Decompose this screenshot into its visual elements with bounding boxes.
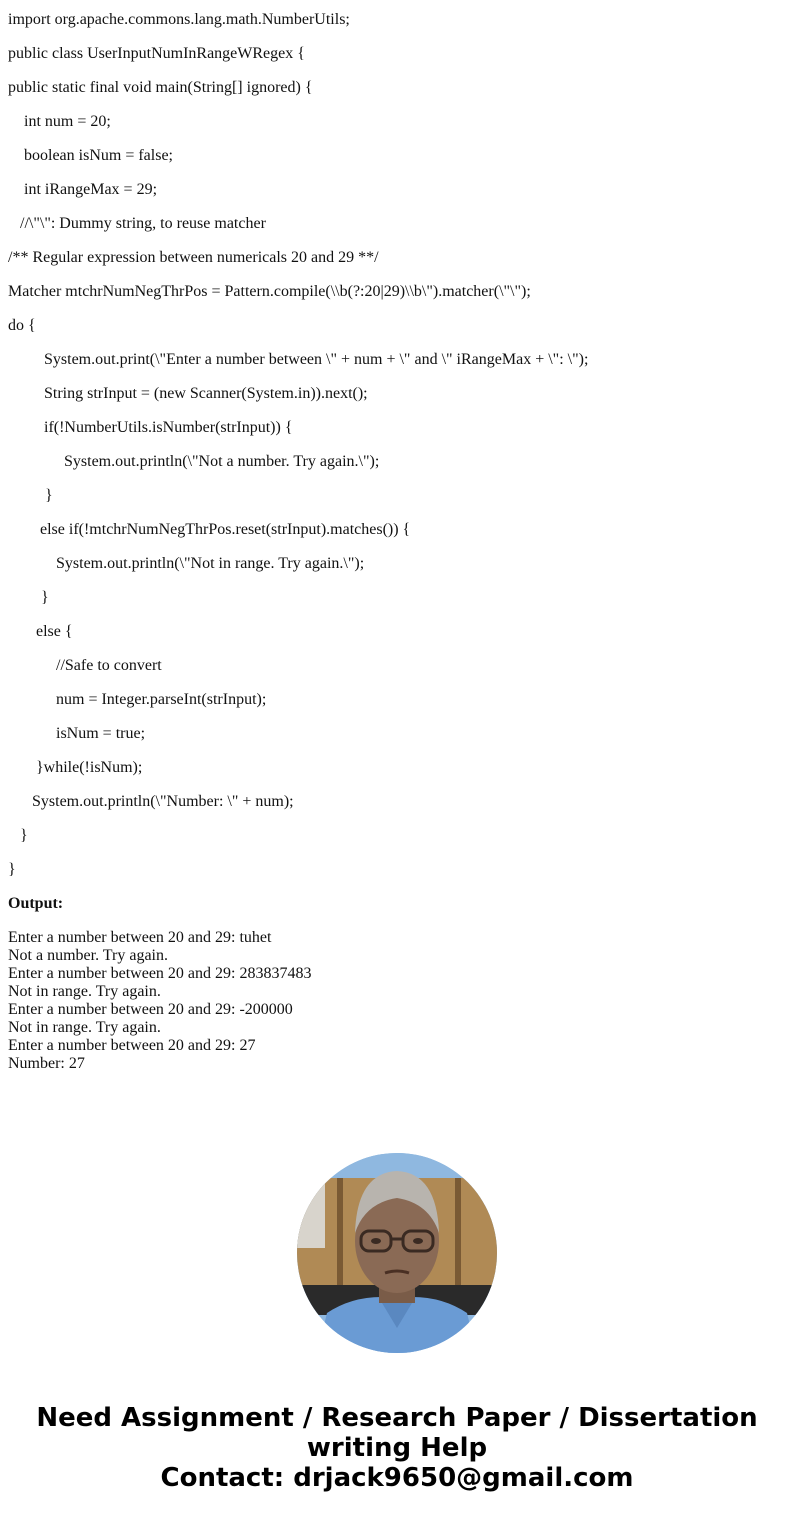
output-line: Number: 27 (8, 1055, 85, 1072)
code-line: System.out.println(\"Not in range. Try again.\"); (56, 555, 365, 572)
code-line: num = Integer.parseInt(strInput); (56, 691, 267, 708)
code-line: boolean isNum = false; (24, 147, 173, 164)
code-line: } (20, 827, 28, 844)
code-line: String strInput = (new Scanner(System.in)).next(); (44, 385, 368, 402)
output-line: Not in range. Try again. (8, 1019, 161, 1036)
cta-line-1: Need Assignment / Research Paper / Dissertation (36, 1403, 758, 1433)
code-line: //Safe to convert (56, 657, 162, 674)
code-line: int iRangeMax = 29; (24, 181, 158, 198)
code-line: public class UserInputNumInRangeWRegex { (8, 45, 305, 62)
output-line: Enter a number between 20 and 29: 283837483 (8, 965, 312, 982)
code-line: System.out.println(\"Not a number. Try again.\"); (64, 453, 380, 470)
code-line: System.out.println(\"Number: \" + num); (32, 793, 294, 810)
code-line: } (8, 861, 16, 878)
output-line: Not a number. Try again. (8, 947, 168, 964)
contact-banner (0, 1403, 794, 1493)
cta-contact-email: Contact: drjack9650@gmail.com (160, 1463, 634, 1493)
code-line: /** Regular expression between numericals 20 and 29 **/ (8, 249, 379, 266)
code-line: } (45, 487, 53, 504)
code-line: else if(!mtchrNumNegThrPos.reset(strInput).matches()) { (40, 521, 411, 538)
output-line: Not in range. Try again. (8, 983, 161, 1000)
code-line: //\"\": Dummy string, to reuse matcher (20, 215, 266, 232)
code-line: do { (8, 317, 36, 334)
output-heading: Output: (8, 895, 64, 912)
code-line: System.out.print(\"Enter a number between \" + num + \" and \" iRangeMax + \": \"); (44, 351, 589, 368)
code-line: if(!NumberUtils.isNumber(strInput)) { (44, 419, 293, 436)
code-line: } (41, 589, 49, 606)
code-line: }while(!isNum); (36, 759, 143, 776)
code-line: isNum = true; (56, 725, 146, 742)
code-line: else { (36, 623, 73, 640)
code-line: int num = 20; (24, 113, 111, 130)
cta-line-2: writing Help (306, 1433, 488, 1463)
code-line: import org.apache.commons.lang.math.NumberUtils; (8, 11, 350, 28)
author-avatar (297, 1153, 497, 1353)
output-line: Enter a number between 20 and 29: -200000 (8, 1001, 293, 1018)
author-photo-icon (297, 1153, 497, 1353)
output-line: Enter a number between 20 and 29: tuhet (8, 929, 272, 946)
code-line: Matcher mtchrNumNegThrPos = Pattern.compile(\\b(?:20|29)\\b\").matcher(\"\"); (8, 283, 531, 300)
output-console (8, 929, 311, 1073)
output-line: Enter a number between 20 and 29: 27 (8, 1037, 256, 1054)
code-line: public static final void main(String[] ignored) { (8, 79, 313, 96)
